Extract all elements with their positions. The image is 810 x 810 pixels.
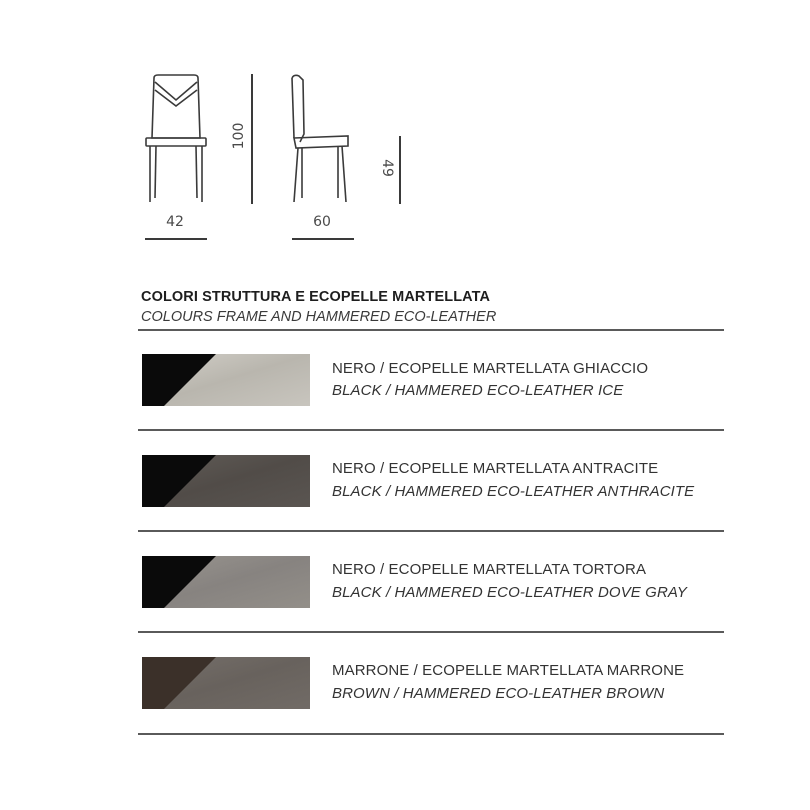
divider [138,329,724,331]
chair-side-drawing [282,70,362,210]
chair-front-drawing [130,70,220,210]
color-label-italian: NERO / ECOPELLE MARTELLATA ANTRACITE [332,460,659,477]
height-dimension-line [251,74,253,204]
width-dimension-label: 42 [166,214,184,230]
chair-side-icon [282,70,362,210]
color-swatch-dove-gray [142,556,310,608]
depth-dimension-line [292,238,354,240]
width-dimension-line [145,238,207,240]
color-label-italian: NERO / ECOPELLE MARTELLATA GHIACCIO [332,360,649,377]
depth-dimension-label: 60 [313,214,331,230]
divider [138,429,724,431]
color-label-italian: NERO / ECOPELLE MARTELLATA TORTORA [332,561,647,578]
seat-height-dimension-line [399,136,401,204]
color-swatch-ice [142,354,310,406]
chair-front-icon [130,70,220,210]
color-swatch-brown [142,657,310,709]
color-label-english: BLACK / HAMMERED ECO-LEATHER DOVE GRAY [332,584,687,601]
divider [138,530,724,532]
divider [138,733,724,735]
divider [138,631,724,633]
section-title-italian: COLORI STRUTTURA E ECOPELLE MARTELLATA [141,289,491,305]
color-swatch-anthracite [142,455,310,507]
color-label-english: BLACK / HAMMERED ECO-LEATHER ANTHRACITE [332,483,695,500]
color-label-english: BLACK / HAMMERED ECO-LEATHER ICE [332,382,624,399]
color-label-english: BROWN / HAMMERED ECO-LEATHER BROWN [332,685,665,702]
height-dimension-label: 100 [231,122,247,150]
section-title-english: COLOURS FRAME AND HAMMERED ECO-LEATHER [141,309,497,325]
seat-height-dimension-label: 49 [379,159,395,177]
color-label-italian: MARRONE / ECOPELLE MARTELLATA MARRONE [332,662,685,679]
